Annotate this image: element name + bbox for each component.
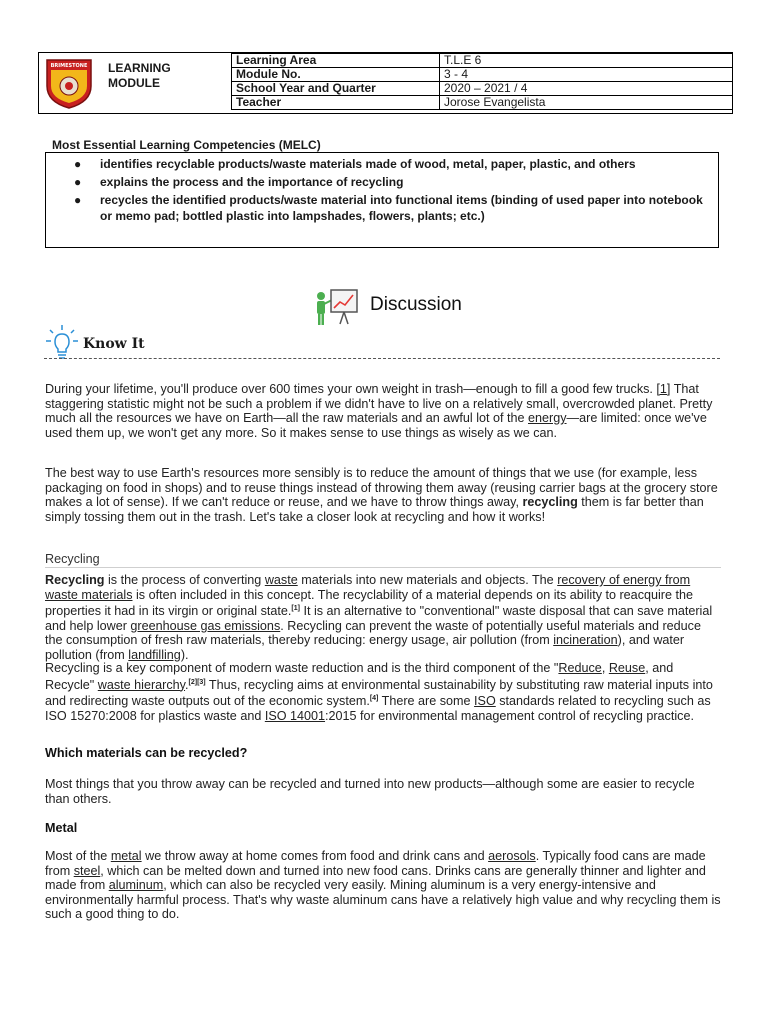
metal-link[interactable]: metal bbox=[110, 849, 142, 863]
materials-heading: Which materials can be recycled? bbox=[45, 746, 248, 760]
info-row bbox=[232, 96, 733, 110]
module-title-line1: LEARNING bbox=[108, 61, 171, 75]
text-span: , bbox=[601, 661, 609, 675]
text-span: It is an alternative to "conventional" waste disposal that can save material and help lower bbox=[45, 604, 713, 633]
text-span: Thus, recycling aims at environmental sustainability by substituting raw material inputs into and redirecting waste outputs out of the economic system. bbox=[45, 677, 713, 709]
dashed-divider bbox=[44, 358, 720, 359]
melc-item-text: identifies recyclable products/waste materials made of wood, metal, paper, plastic, and others bbox=[100, 157, 636, 171]
intro-paragraph-2 bbox=[45, 466, 721, 524]
bold-text: recycling bbox=[522, 495, 578, 510]
info-row bbox=[232, 54, 733, 68]
text-span: That staggering statistic might not be such a problem if we didn't have to live on a relatively small, overcrowded planet. Pretty much all the resources we have on Earth—all the raw materials and an awful lot of the bbox=[45, 382, 713, 426]
melc-title: Most Essential Learning Competencies (MELC) bbox=[52, 138, 321, 152]
bullet-icon: ● bbox=[74, 157, 82, 171]
school-logo bbox=[43, 56, 95, 110]
text-span: Most of the bbox=[45, 849, 111, 863]
heading-rule bbox=[45, 567, 721, 568]
info-value: T.L.E 6 bbox=[440, 54, 733, 68]
waste-link[interactable]: waste bbox=[264, 573, 298, 587]
energy-link[interactable]: energy bbox=[528, 411, 567, 426]
metal-heading: Metal bbox=[45, 821, 78, 835]
info-label: Learning Area bbox=[232, 54, 440, 68]
recycling-paragraph-1 bbox=[45, 573, 721, 663]
text-span: . bbox=[185, 677, 189, 692]
text-span: Recycling is a key component of modern waste reduction and is the third component of the " bbox=[45, 661, 559, 675]
bullet-icon: ● bbox=[74, 193, 82, 207]
citation-link[interactable]: [1] bbox=[291, 605, 300, 613]
text-span: During your lifetime, you'll produce over 600 times your own weight in trash—enough to fill a good few trucks. bbox=[45, 382, 657, 396]
energy-recovery-link[interactable]: recovery of energy from waste materials bbox=[45, 573, 691, 602]
iso-14001-link[interactable]: ISO 14001 bbox=[264, 708, 326, 723]
melc-item-text: explains the process and the importance of recycling bbox=[100, 175, 404, 189]
melc-list bbox=[60, 156, 710, 226]
know-it-heading: Know It bbox=[83, 336, 145, 352]
landfilling-link[interactable]: landfilling bbox=[128, 647, 181, 662]
reference-link[interactable]: [1] bbox=[656, 382, 671, 396]
info-row bbox=[232, 68, 733, 82]
text-span: materials into new materials and objects. The bbox=[297, 573, 558, 587]
text-span: , and Recycle" bbox=[45, 661, 674, 692]
melc-item bbox=[60, 174, 710, 190]
text-span: There are some bbox=[378, 694, 475, 709]
melc-item bbox=[60, 156, 710, 172]
logo-text: BRIMESTONE bbox=[50, 63, 88, 69]
text-span: ), and water pollution (from bbox=[45, 633, 685, 662]
recycling-paragraph-2 bbox=[45, 661, 721, 723]
reuse-link[interactable]: Reuse bbox=[608, 661, 646, 675]
info-label: School Year and Quarter bbox=[232, 82, 440, 96]
text-span: standards related to recycling such as ISO 15270:2008 for plastics waste and bbox=[45, 694, 711, 723]
text-span: The best way to use Earth's resources more sensibly is to reduce the amount of things that we use (for example, less packaging on food in shops) and to reuse things instead of throwing them away (reusing carrier bags at the grocery store makes a lot of sense). If we can't reduce or reuse, and we have to throw things away, bbox=[45, 466, 718, 510]
reduce-link[interactable]: Reduce bbox=[558, 661, 602, 675]
metal-paragraph bbox=[45, 849, 721, 922]
info-value: 2020 – 2021 / 4 bbox=[440, 82, 733, 96]
presenter-chart-icon bbox=[313, 288, 359, 326]
info-value: Jorose Evangelista bbox=[440, 96, 733, 110]
info-label: Module No. bbox=[232, 68, 440, 82]
text-span: :2015 for environmental management control of recycling practice. bbox=[325, 708, 694, 723]
text-span: . Typically food cans are made from bbox=[45, 849, 706, 878]
melc-item bbox=[60, 192, 710, 224]
aerosols-link[interactable]: aerosols bbox=[488, 849, 536, 863]
text-span: them is far better than simply tossing them out in the trash. Let's take a closer look at recycling and how it works! bbox=[45, 495, 704, 524]
waste-hierarchy-link[interactable]: waste hierarchy bbox=[97, 677, 186, 692]
text-span: , which can also be recycled very easily. Mining aluminum is a very energy-intensive and environmentally harmful process. That's why waste aluminum cans have a relatively high value and why recycling them is such a good thing to do. bbox=[45, 878, 721, 922]
module-title bbox=[108, 61, 171, 91]
text-span: , which can be melted down and turned into new food cans. Drinks cans are generally thinner and lighter and made from bbox=[45, 863, 706, 893]
incineration-link[interactable]: incineration bbox=[553, 633, 618, 648]
aluminum-link[interactable]: aluminum bbox=[108, 878, 164, 893]
lightbulb-icon bbox=[44, 324, 80, 360]
bold-text: Recycling bbox=[45, 573, 105, 587]
text-span: is the process of converting bbox=[104, 573, 265, 587]
info-label: Teacher bbox=[232, 96, 440, 110]
text-span: is often included in this concept. The recyclability of a material depends on its ability to reacquire the properties it had in its virgin or original state. bbox=[45, 587, 693, 619]
citation-link[interactable]: [4] bbox=[369, 695, 379, 703]
text-span: . Recycling can prevent the waste of potentially useful materials and reduce the consumption of fresh raw materials, thereby reducing: energy usage, air pollution (from bbox=[45, 618, 701, 648]
materials-paragraph: Most things that you throw away can be recycled and turned into new products—although some are easier to recycle than others. bbox=[45, 777, 695, 806]
iso-link[interactable]: ISO bbox=[474, 694, 496, 709]
greenhouse-link[interactable]: greenhouse gas emissions bbox=[130, 618, 281, 633]
info-value: 3 - 4 bbox=[440, 68, 733, 82]
citation-link[interactable]: [2][3] bbox=[188, 678, 206, 686]
module-info-table bbox=[231, 53, 733, 110]
recycling-heading: Recycling bbox=[45, 552, 100, 566]
module-title-line2: MODULE bbox=[108, 76, 160, 90]
intro-paragraph-1 bbox=[45, 382, 721, 440]
text-span: ). bbox=[180, 647, 189, 662]
info-row bbox=[232, 82, 733, 96]
steel-link[interactable]: steel bbox=[73, 863, 101, 878]
text-span: we throw away at home comes from food and drink cans and bbox=[141, 849, 489, 863]
melc-item-text: recycles the identified products/waste material into functional items (binding of used paper into notebook or memo pad; bottled plastic into lampshades, flowers, plants; etc.) bbox=[100, 193, 703, 223]
text-span: —are limited: once we've used them up, we won't get any more. So it makes sense to use things as wisely as we can. bbox=[45, 411, 707, 440]
bullet-icon: ● bbox=[74, 175, 82, 189]
discussion-title: Discussion bbox=[370, 294, 462, 315]
